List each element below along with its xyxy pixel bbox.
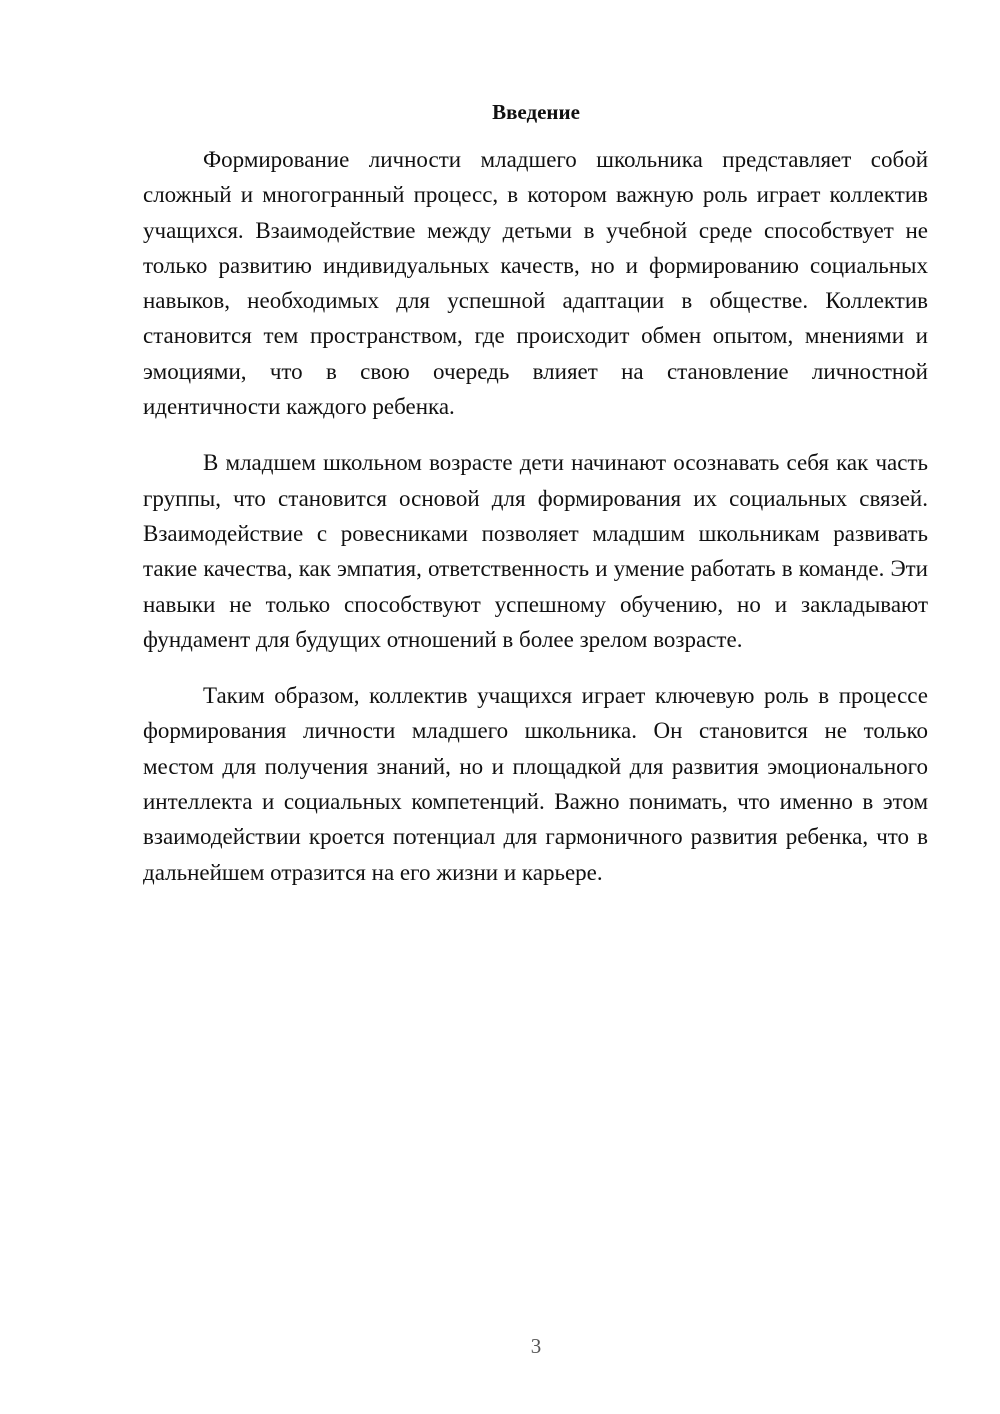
paragraph-2: В младшем школьном возрасте дети начинают осознавать себя как часть группы, что становится основой для формирования их социальных связей. Взаимодействие с ровесниками позволяет младшим школьникам развивать такие качества, как эмпатия, ответственность и умение работать в команде. Эти навыки не только способствуют успешному обучению, но и закладывают фундамент для будущих отношений в более зрелом возрасте. [143, 450, 928, 652]
body-text [143, 142, 928, 911]
page-number: 3 [530, 1334, 542, 1358]
paragraph-3: Таким образом, коллектив учащихся играет ключевую роль в процессе формирования личности младшего школьника. Он становится не только местом для получения знаний, но и площадкой для развития эмоционального интеллекта и социальных компетенций. Важно понимать, что именно в этом взаимодействии кроется потенциал для гармоничного развития ребенка, что в дальнейшем отразится на его жизни и карьере. [143, 683, 928, 885]
paragraph-1: Формирование личности младшего школьника представляет собой сложный и многогранный процесс, в котором важную роль играет коллектив учащихся. Взаимодействие между детьми в учебной среде способствует не только развитию индивидуальных качеств, но и формированию социальных навыков, необходимых для успешной адаптации в обществе. Коллектив становится тем пространством, где происходит обмен опытом, мнениями и эмоциями, что в свою очередь влияет на становление личностной идентичности каждого ребенка. [143, 147, 928, 420]
section-heading: Введение [492, 100, 580, 124]
